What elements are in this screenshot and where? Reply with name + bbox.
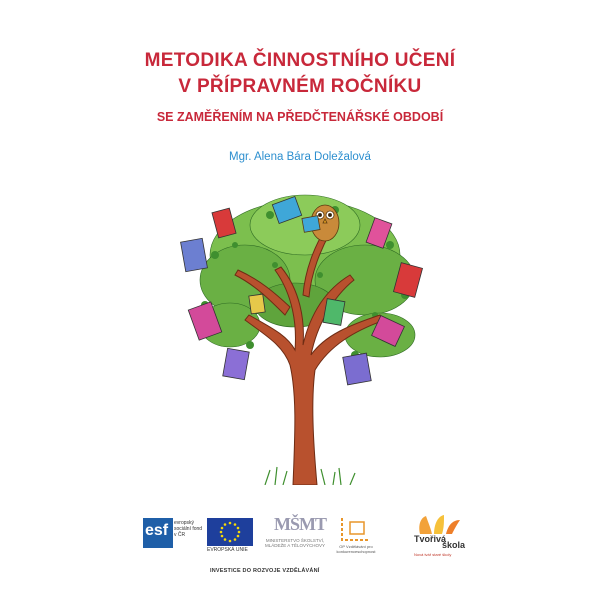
op-mark	[330, 514, 380, 544]
hands-icon	[410, 512, 470, 536]
eu-flag	[207, 518, 253, 546]
esf-letters: esf	[145, 522, 169, 539]
tvoriva-skola-logo	[410, 512, 470, 558]
author-name: Mgr. Alena Bára Doležalová	[229, 151, 371, 163]
tvoriva-name-1: Tvořivá	[414, 534, 447, 544]
tvoriva-name-2: škola	[442, 540, 466, 550]
op-text: OP Vzdělávání pro konkurenceschopnost	[336, 544, 376, 554]
eu-logo	[207, 518, 253, 552]
title-line-1: METODIKA ČINNOSTNÍHO UČENÍ	[144, 50, 456, 71]
subtitle: SE ZAMĚŘENÍM NA PŘEDČTENÁŘSKÉ OBDOBÍ	[156, 110, 444, 124]
eu-text: EVROPSKÁ UNIE	[207, 547, 248, 553]
op-logo	[330, 514, 380, 554]
title-line-2: V PŘÍPRAVNÉM ROČNÍKU	[178, 76, 422, 97]
investment-line: INVESTICE DO ROZVOJE VZDĚLÁVÁNÍ	[210, 568, 320, 574]
msmt-logo	[264, 514, 324, 554]
esf-logo	[143, 518, 201, 552]
tree-illustration	[175, 185, 435, 485]
esf-text: evropský sociální fond v ČR	[174, 520, 203, 538]
msmt-text: MINISTERSTVO ŠKOLSTVÍ, MLÁDEŽE A TĚLOVÝCHOVY	[265, 538, 325, 548]
tvoriva-tagline: Nová tvář staré školy	[414, 552, 452, 557]
msmt-mark: MŠMT	[274, 514, 326, 534]
esf-mark	[143, 518, 173, 548]
